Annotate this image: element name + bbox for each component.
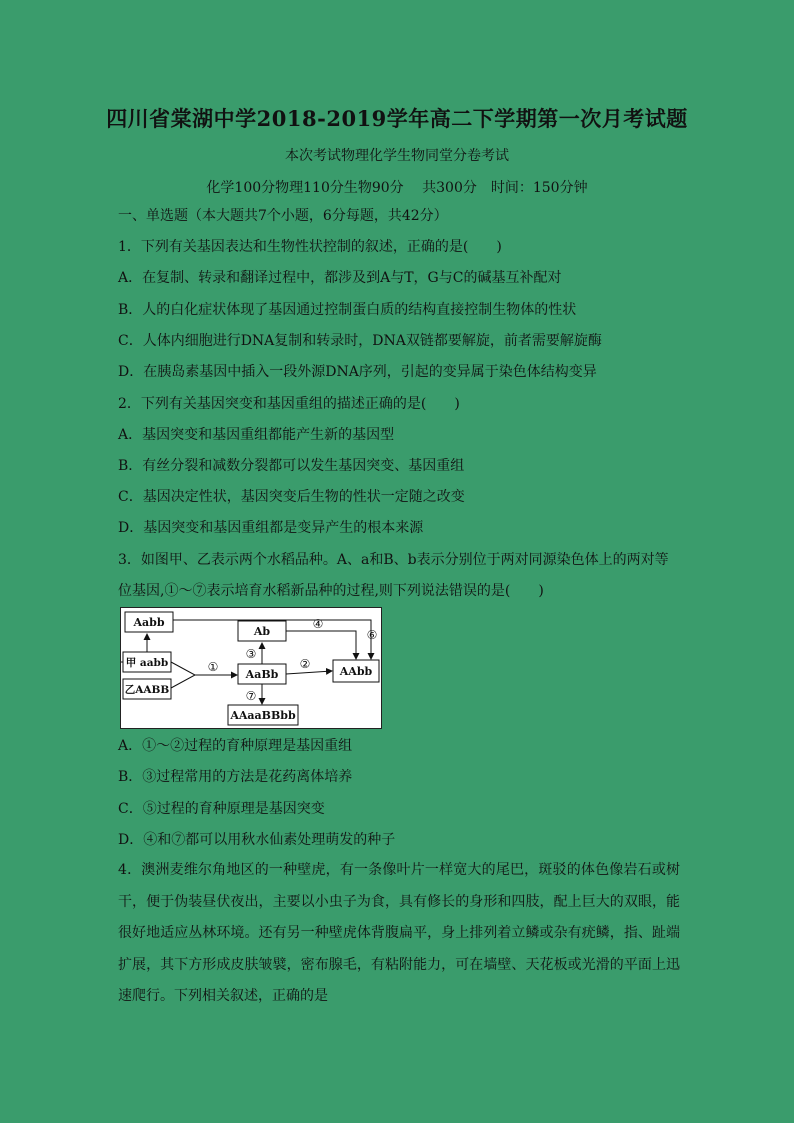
step6-marker: ⑥ — [366, 628, 378, 642]
label-tetraploid: AAaaBBbb — [230, 709, 296, 722]
q1-option-b: B．人的白化症状体现了基因通过控制蛋白质的结构直接控制生物体的性状 — [118, 302, 577, 318]
q3-option-c: C．⑤过程的育种原理是基因突变 — [118, 801, 325, 817]
q1-option-c: C．人体内细胞进行DNA复制和转录时，DNA双链都要解旋，前者需要解旋酶 — [118, 333, 602, 349]
q3-option-a: A．①～②过程的育种原理是基因重组 — [118, 738, 353, 754]
q3-option-d: D．④和⑦都可以用秋水仙素处理萌发的种子 — [118, 832, 396, 848]
step7-marker: ⑦ — [245, 689, 257, 703]
q4-stem: 4．澳洲麦维尔角地区的一种壁虎，有一条像叶片一样宽大的尾巴，斑驳的体色像岩石或树干，便于伪装昼伏夜出，主要以小虫子为食，具有修长的身形和四肢，配上巨大的双眼，能很好地适应丛林环境。还有另一种壁虎体背腹扁平，身上排列着立鳞或杂有疣鳞，指、趾端扩展，其下方形成皮肤皱襞，密布腺毛，有粘附能力，可在墙壁、天花板或光滑的平面上迅速爬行。下列相关叙述，正确的是 — [118, 862, 680, 1004]
arrow-step4 — [286, 631, 356, 659]
label-aabb-top: Aabb — [133, 616, 165, 629]
exam-note: 本次考试物理化学生物同堂分卷考试 — [285, 148, 509, 164]
q2-option-b: B．有丝分裂和减数分裂都可以发生基因突变、基因重组 — [118, 458, 465, 474]
label-jia: 甲 aabb — [125, 657, 169, 669]
q3-option-b: B．③过程常用的方法是花药离体培养 — [118, 769, 353, 785]
q2-option-c: C．基因决定性状，基因突变后生物的性状一定随之改变 — [118, 489, 465, 505]
step1-marker: ① — [207, 660, 219, 674]
breeding-diagram-svg — [121, 608, 383, 730]
q1-option-a: A．在复制、转录和翻译过程中，都涉及到A与T，G与C的碱基互补配对 — [118, 270, 562, 286]
arrow-step6 — [173, 620, 371, 659]
arrow-step2 — [286, 671, 332, 674]
q1-option-d: D．在胰岛素基因中插入一段外源DNA序列，引起的变异属于染色体结构变异 — [118, 364, 597, 380]
page-title: 四川省棠湖中学2018-2019学年高二下学期第一次月考试题 — [106, 106, 688, 131]
q3-stem-line2: 位基因,①～⑦表示培育水稻新品种的过程,则下列说法错误的是( ) — [118, 583, 544, 599]
q2-stem: 2．下列有关基因突变和基因重组的描述正确的是( ) — [118, 396, 460, 412]
label-aabb-mid: AaBb — [245, 668, 279, 681]
step3-marker: ③ — [245, 647, 257, 661]
label-yi: 乙AABB — [124, 684, 170, 696]
label-aabb-result: AAbb — [339, 665, 373, 678]
breeding-diagram — [120, 607, 382, 729]
label-ab: Ab — [253, 625, 271, 638]
exam-scores: 化学100分物理110分生物90分 共300分 时间：150分钟 — [206, 180, 588, 196]
q2-option-d: D．基因突变和基因重组都是变异产生的根本来源 — [118, 520, 424, 536]
section-heading: 一、单选题（本大题共7个小题，6分每题，共42分） — [118, 208, 448, 224]
wedge-lines — [171, 662, 195, 688]
step2-marker: ② — [299, 657, 311, 671]
q3-stem-line1: 3．如图甲、乙表示两个水稻品种。A、a和B、b表示分别位于两对同源染色体上的两对等 — [118, 552, 669, 568]
step4-marker: ④ — [312, 617, 324, 631]
q1-stem: 1．下列有关基因表达和生物性状控制的叙述，正确的是( ) — [118, 239, 502, 255]
q2-option-a: A．基因突变和基因重组都能产生新的基因型 — [118, 427, 395, 443]
